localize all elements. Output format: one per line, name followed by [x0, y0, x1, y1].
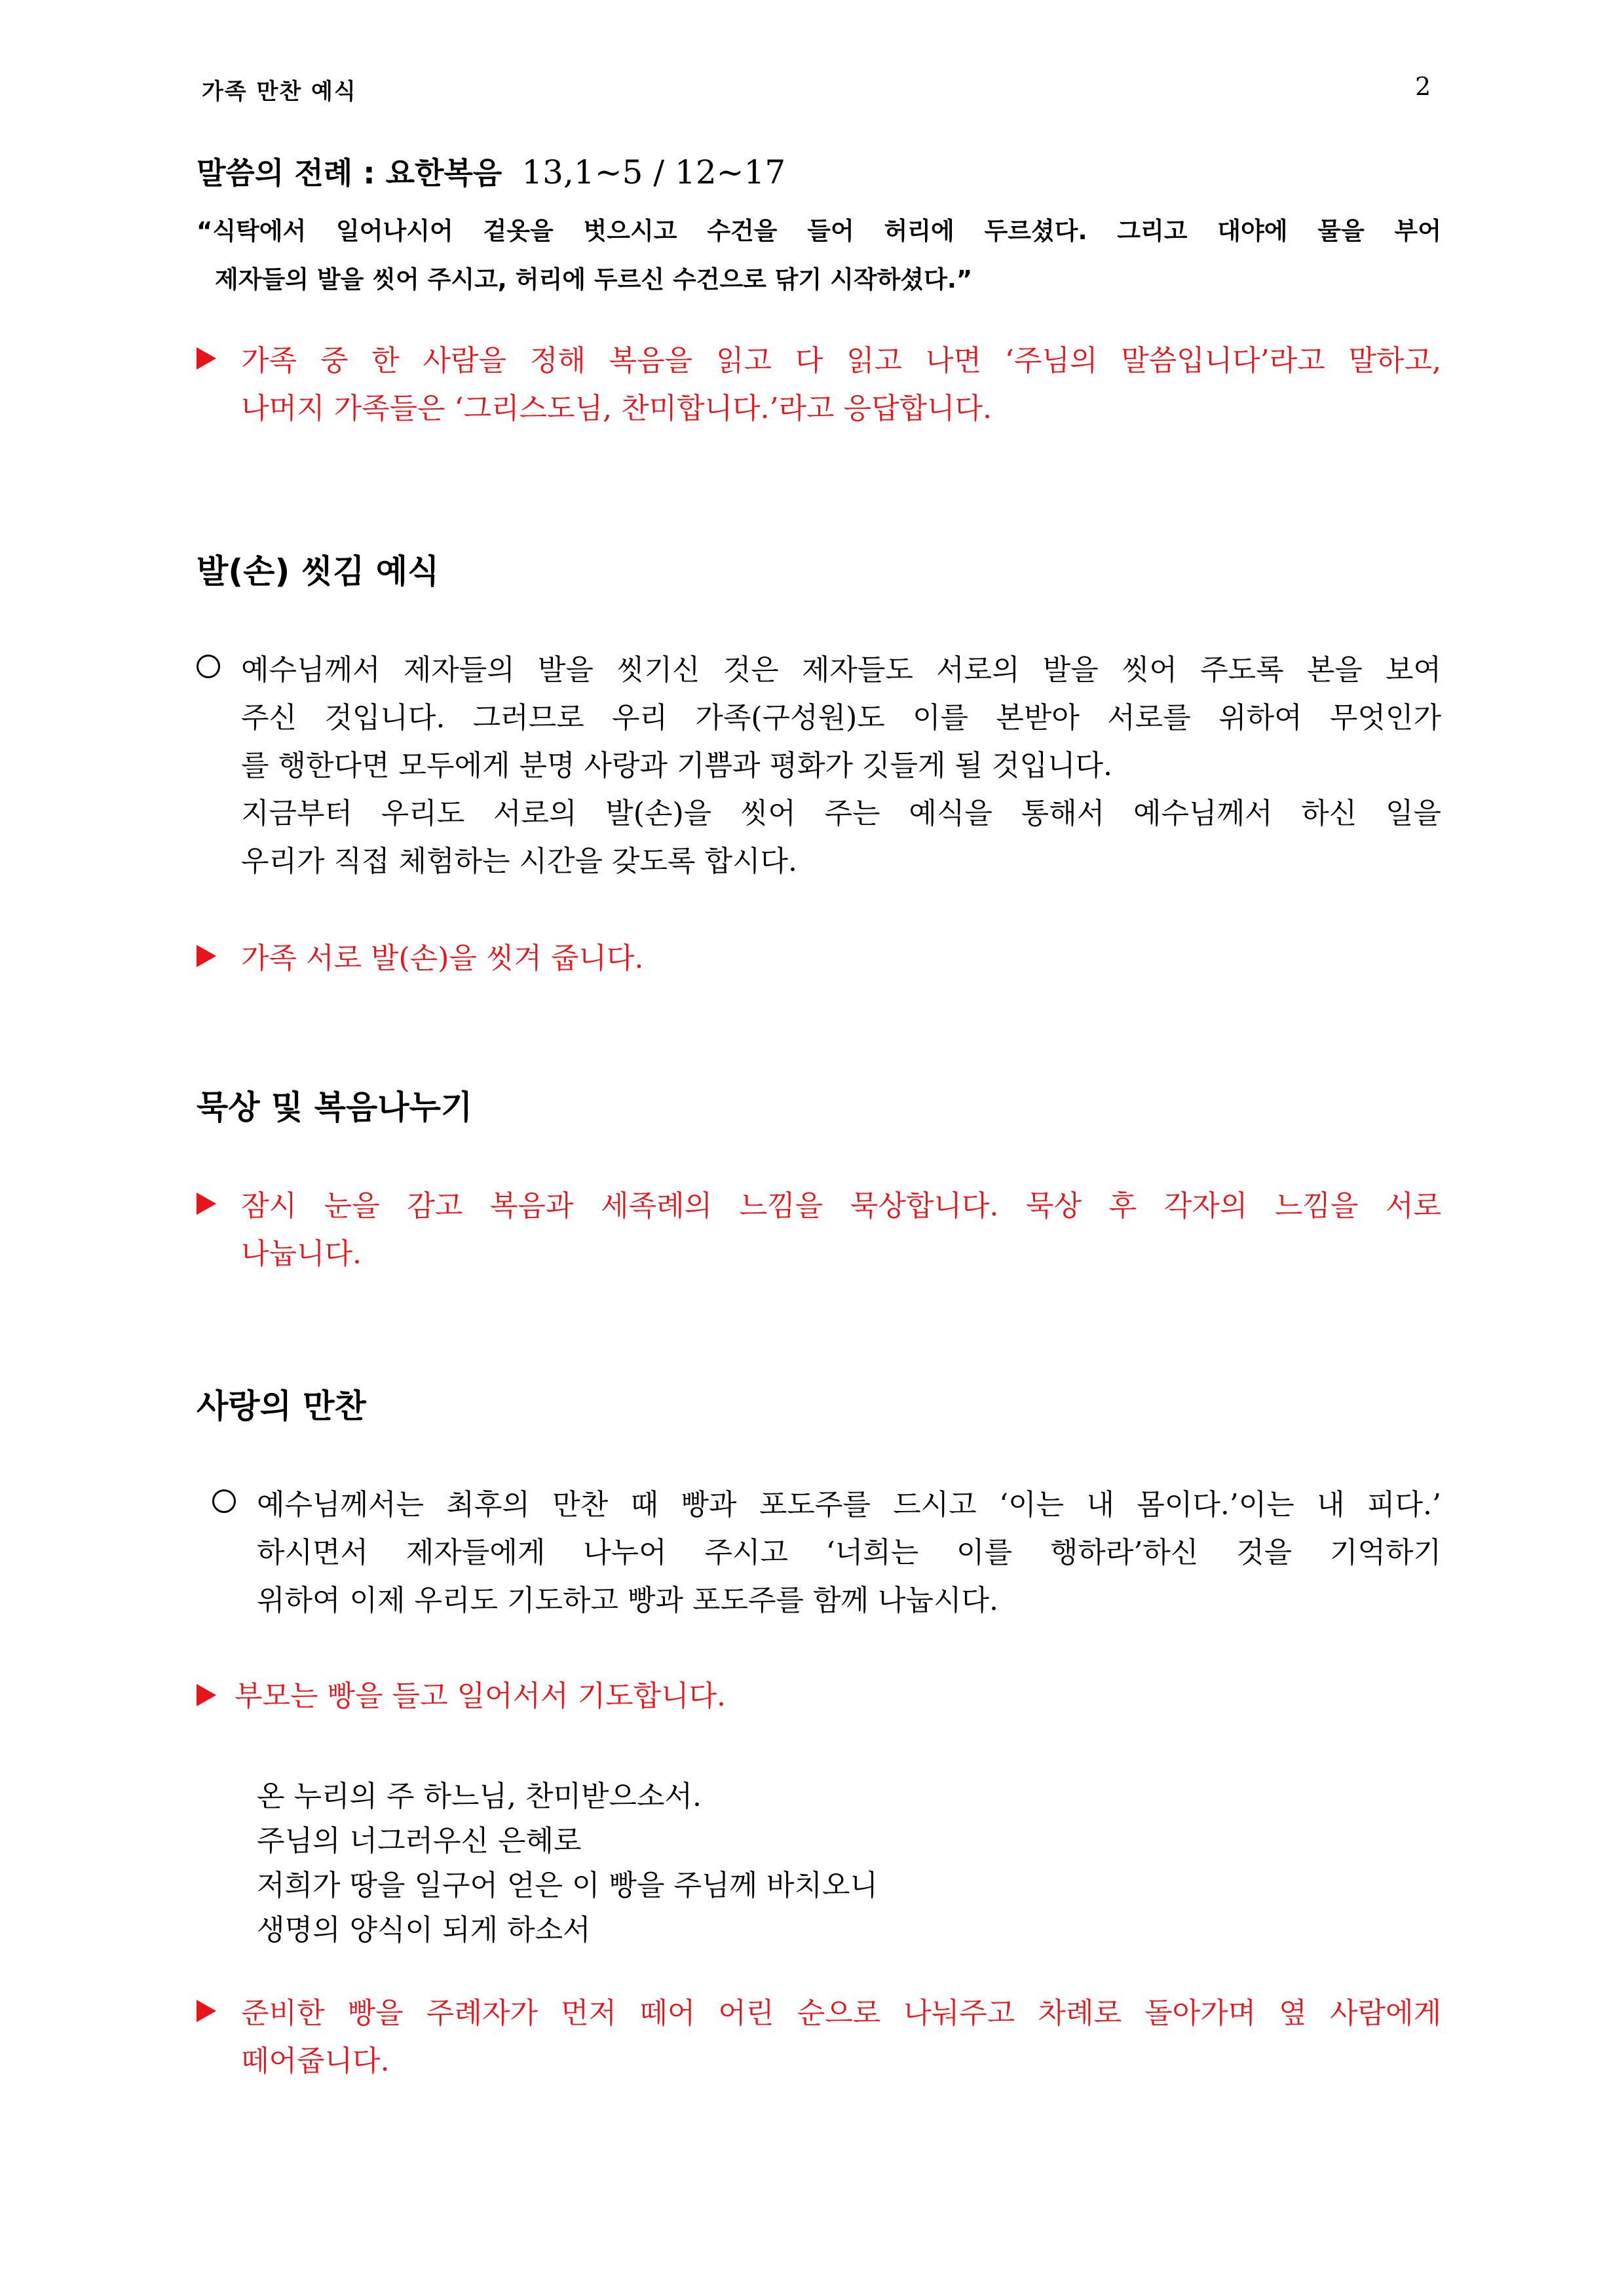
triangle-bullet-icon — [197, 945, 216, 967]
supper-instruction-bread — [197, 1672, 1441, 1720]
triangle-bullet-icon — [197, 2000, 216, 2022]
footwashing-heading: 발(손) 씻김 예식 — [197, 552, 440, 590]
paragraph-line: 예수님께서 제자들의 발을 씻기신 것은 제자들도 서로의 발을 씻어 주도록 본을 보여 — [241, 653, 1441, 687]
supper-heading: 사랑의 만찬 — [197, 1387, 366, 1425]
supper-paragraph — [212, 1481, 1441, 1624]
paragraph-line: 위하여 이제 우리도 기도하고 빵과 포도주를 함께 나눕시다. — [257, 1584, 998, 1617]
document-header-title: 가족 만찬 예식 — [202, 79, 357, 105]
gospel-quote-line: 제자들의 발을 씻어 주시고, 허리에 두르신 수건으로 닦기 시작하셨다.” — [215, 265, 973, 294]
reading-instruction — [197, 337, 1441, 432]
footwashing-paragraph — [197, 646, 1441, 885]
prayer-line: 온 누리의 주 하느님, 찬미받으소서. — [257, 1780, 702, 1813]
instruction-line: 가족 서로 발(손)을 씻겨 줍니다. — [241, 942, 644, 975]
supper-instruction-share — [197, 1989, 1441, 2085]
gospel-quote — [197, 207, 1441, 304]
circle-bullet-icon — [212, 1489, 236, 1513]
reading-heading-label: 말씀의 전례 : 요한복음 — [197, 155, 502, 191]
reading-heading — [197, 149, 785, 193]
instruction-line: 부모는 빵을 들고 일어서서 기도합니다. — [235, 1679, 726, 1713]
footwashing-instruction — [197, 934, 1441, 982]
prayer-line: 주님의 너그러우신 은혜로 — [257, 1824, 582, 1858]
instruction-line: 잠시 눈을 감고 복음과 세족례의 느낌을 묵상합니다. 묵상 후 각자의 느낌을 서로 — [241, 1189, 1441, 1223]
instruction-line: 준비한 빵을 주례자가 먼저 떼어 어린 순으로 나눠주고 차례로 돌아가며 옆 사람에게 — [241, 1997, 1441, 2030]
prayer-line: 생명의 양식이 되게 하소서 — [257, 1913, 591, 1947]
circle-bullet-icon — [197, 655, 220, 678]
triangle-bullet-icon — [197, 1684, 216, 1706]
instruction-line: 떼어줍니다. — [241, 2044, 390, 2078]
meditation-instruction — [197, 1182, 1441, 1278]
paragraph-line: 하시면서 제자들에게 나누어 주시고 ‘너희는 이를 행하라’하신 것을 기억하기 — [257, 1536, 1441, 1569]
prayer-line: 저희가 땅을 일구어 얻은 이 빵을 주님께 바치오니 — [257, 1869, 878, 1902]
reading-reference: 13,1~5 / 12~17 — [521, 153, 786, 191]
paragraph-line: 를 행한다면 모두에게 분명 사랑과 기쁨과 평화가 깃들게 될 것입니다. — [241, 749, 1112, 782]
paragraph-line: 예수님께서는 최후의 만찬 때 빵과 포도주를 드시고 ‘이는 내 몸이다.’이는 내 피다.’ — [257, 1488, 1442, 1521]
gospel-quote-line: “식탁에서 일어나시어 겉옷을 벗으시고 수건을 들어 허리에 두르셨다. 그리고 대야에 물을 부어 — [197, 217, 1441, 245]
paragraph-line: 주신 것입니다. 그러므로 우리 가족(구성원)도 이를 본받아 서로를 위하여 무엇인가 — [241, 701, 1441, 735]
paragraph-line: 우리가 직접 체험하는 시간을 갖도록 합시다. — [241, 845, 797, 878]
instruction-line: 나머지 가족들은 ‘그리스도님, 찬미합니다.’라고 응답합니다. — [241, 392, 992, 425]
meditation-heading: 묵상 및 복음나누기 — [197, 1088, 473, 1126]
triangle-bullet-icon — [197, 1193, 216, 1215]
paragraph-line: 지금부터 우리도 서로의 발(손)을 씻어 주는 예식을 통해서 예수님께서 하신 일을 — [241, 797, 1441, 830]
triangle-bullet-icon — [197, 347, 216, 370]
instruction-line: 나눕니다. — [241, 1237, 362, 1271]
page-number: 2 — [1415, 72, 1431, 101]
instruction-line: 가족 중 한 사람을 정해 복음을 읽고 다 읽고 나면 ‘주님의 말씀입니다’라고 말하고, — [241, 344, 1441, 377]
bread-prayer — [257, 1774, 878, 1953]
